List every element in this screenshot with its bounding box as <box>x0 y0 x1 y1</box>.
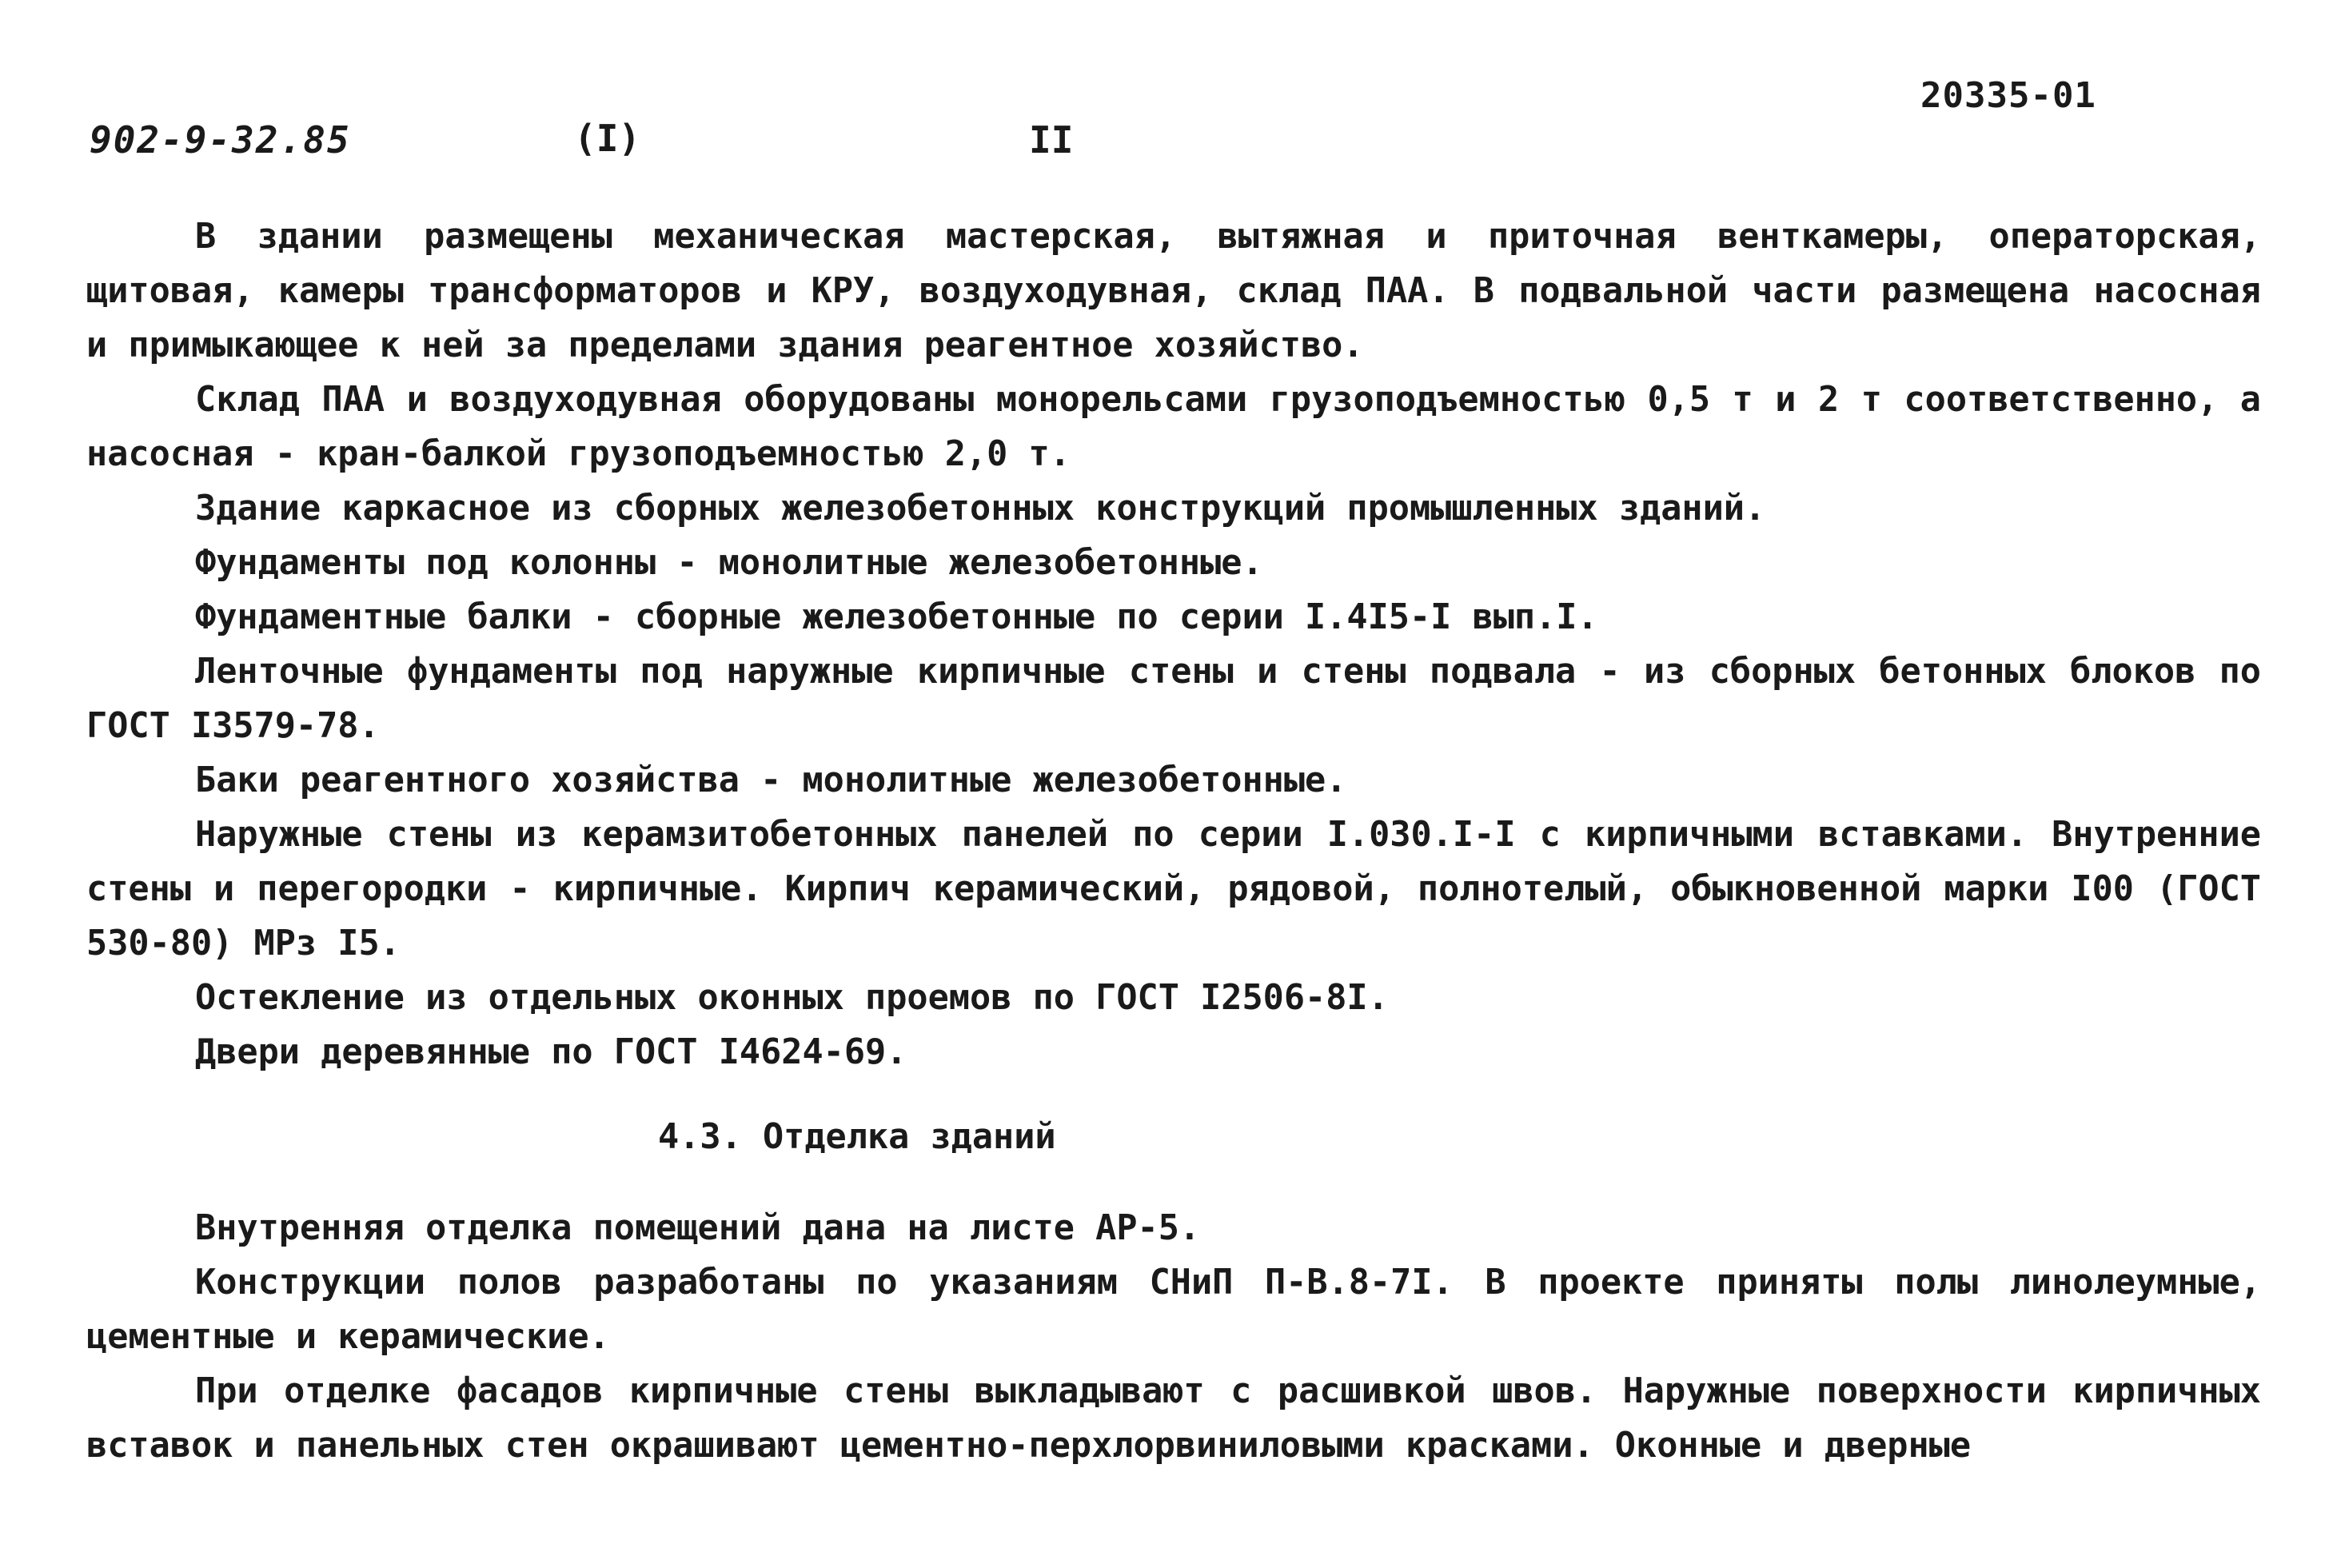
paragraph: Баки реагентного хозяйства - монолитные железобетонные. <box>195 760 1347 800</box>
inventory-stamp: 20335-01 <box>1920 75 2096 116</box>
paragraph: Наружные стены из керамзитобетонных панелей по серии I.030.I-I с кирпичными вставками. Внутренние стены и перегородки - кирпичные. Кирпич керамический, рядовой, полнотелый, обыкновенной марки I00 (ГОСТ 530-80) МРз I5. <box>86 815 2261 964</box>
paragraph: При отделке фасадов кирпичные стены выкладывают с расшивкой швов. Наружные поверхности кирпичных вставок и панельных стен окрашивают цементно-перхлорвиниловыми красками. Оконные и дверные <box>86 1371 2261 1466</box>
body-text <box>86 209 2261 1473</box>
paragraph: В здании размещены механическая мастерская, вытяжная и приточная венткамеры, операторская, щитовая, камеры трансформаторов и КРУ, воздуходувная, склад ПАА. В подвальной части размещена насосная и примыкающее к ней за пределами здания реагентное хозяйство. <box>86 217 2261 365</box>
document-code: 902-9-32.85 <box>90 118 351 162</box>
paragraph: Ленточные фундаменты под наружные кирпичные стены и стены подвала - из сборных бетонных блоков по ГОСТ I3579-78. <box>86 652 2261 746</box>
paragraph: Склад ПАА и воздуходувная оборудованы монорельсами грузоподъемностью 0,5 т и 2 т соответственно, а насосная - кран-балкой грузоподъемностью 2,0 т. <box>86 380 2261 474</box>
paragraph: Двери деревянные по ГОСТ I4624-69. <box>195 1032 907 1072</box>
paragraph: Конструкции полов разработаны по указаниям СНиП П-В.8-7I. В проекте приняты полы линолеумные, цементные и керамические. <box>86 1263 2261 1357</box>
part-number: (I) <box>574 117 641 160</box>
paragraph: Здание каркасное из сборных железобетонных конструкций промышленных зданий. <box>195 489 1766 529</box>
paragraph: Остекление из отдельных оконных проемов по ГОСТ I2506-8I. <box>195 978 1389 1018</box>
paragraph: Внутренняя отделка помещений дана на листе АР-5. <box>195 1208 1201 1248</box>
paragraph: Фундаментные балки - сборные железобетонные по серии I.4I5-I вып.I. <box>195 597 1598 637</box>
paragraph: Фундаменты под колонны - монолитные железобетонные. <box>195 543 1263 583</box>
page-number: II <box>1029 118 1074 162</box>
section-heading: 4.3. Отделка зданий <box>658 1117 1056 1157</box>
